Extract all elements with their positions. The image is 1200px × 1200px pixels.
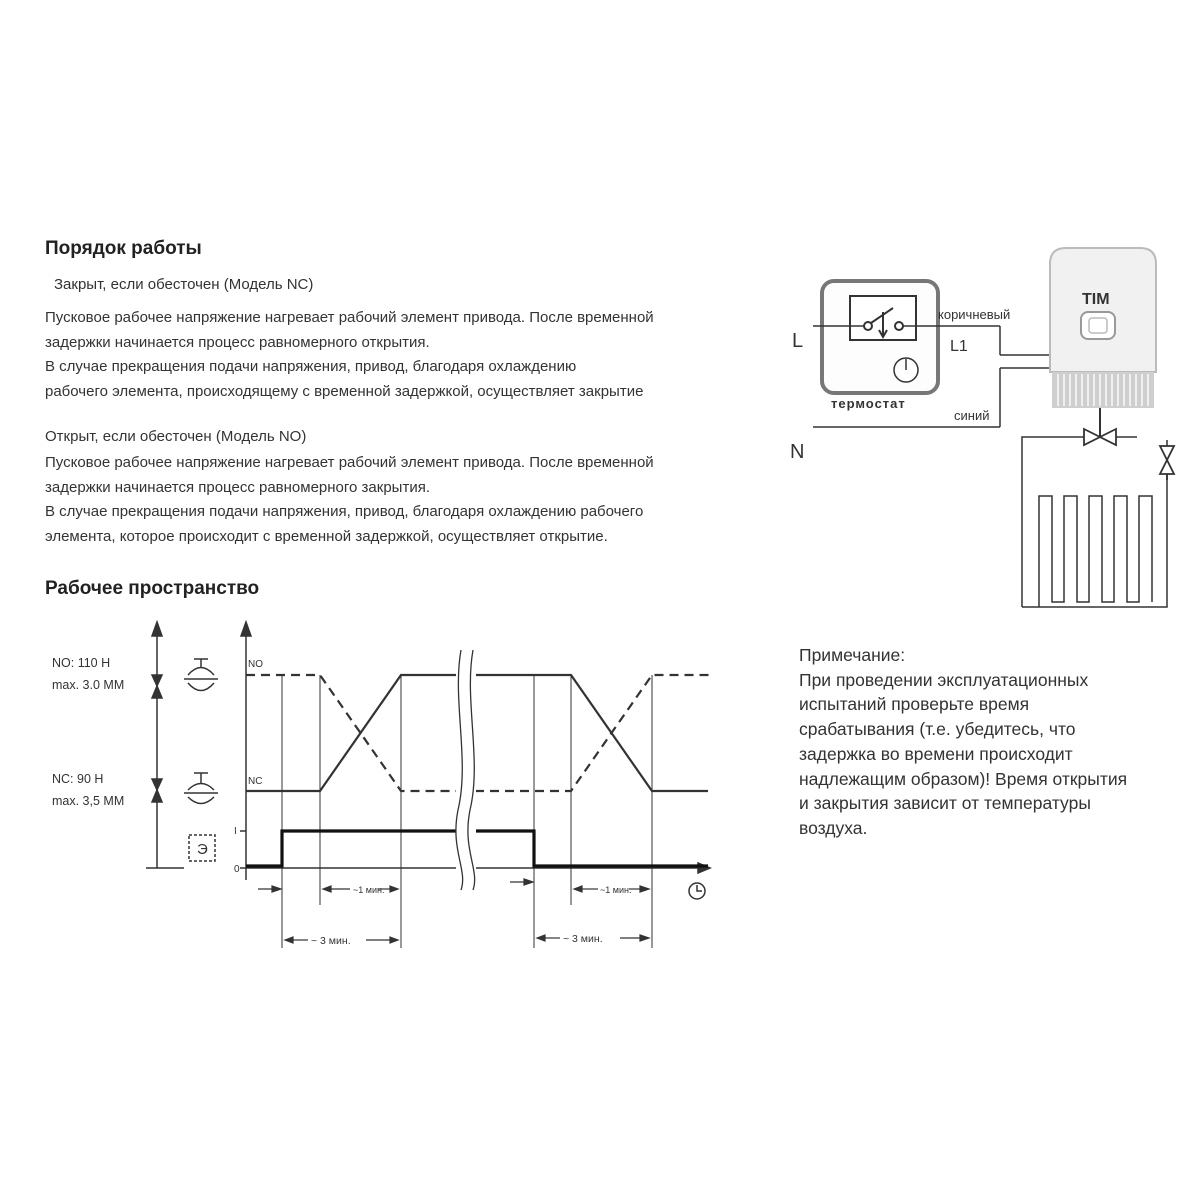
axis-nc-label: NC [248,776,263,787]
no-line-2: задержки начинается процесс равномерного закрытия. [45,478,430,496]
switch-contact-left [864,322,872,330]
valve-vertical-icon [1160,446,1174,480]
nc-line-2: задержки начинается процесс равномерного открытия. [45,333,430,351]
actuator-body [1050,248,1156,372]
nc-stroke-label: max. 3,5 ММ [52,794,125,808]
no-model-heading: Открыт, если обесточен (Модель NO) [45,428,307,445]
one-min-label-b: ~1 мин. [600,885,632,895]
nc-line-4: рабочего элемента, происходящему с временной задержкой, осуществляет закрытие [45,382,644,400]
heating-pipe-loop [1022,437,1167,607]
no-model-description [45,451,654,549]
note-line-7: воздуха. [799,817,868,838]
actuator-base-ribs [1052,372,1154,408]
no-stroke-curve [246,675,712,791]
thermostat-label: термостат [831,396,906,411]
no-line-4: элемента, которое происходит с временной задержкой, осуществляет открытие. [45,527,608,545]
actuator-indicator-icon [1081,312,1115,339]
note-line-3: срабатывания (т.е. убедитесь, что [799,719,1076,740]
note-block [799,643,1127,841]
nc-model-description [45,306,654,404]
nc-line-1: Пусковое рабочее напряжение нагревает рабочий элемент привода. После временной [45,309,654,326]
note-line-4: задержка во времени происходит [799,743,1073,764]
note-line-1: При проведении эксплуатационных [799,669,1089,690]
wiring-diagram [780,240,1200,620]
power-signal [246,831,708,866]
valve-open-icon [184,659,218,691]
nc-model-heading: Закрыт, если обесточен (Модель NC) [54,276,314,293]
note-title: Примечание: [799,645,906,665]
no-line-1: Пусковое рабочее напряжение нагревает рабочий элемент привода. После временной [45,454,654,471]
note-line-6: и закрытия зависит от температуры [799,793,1091,814]
actuator-power-icon [189,835,215,861]
l-terminal-label: L [792,330,804,352]
blue-wire-label: синий [954,408,990,423]
valve-closed-icon [184,773,218,804]
l1-label: L1 [950,338,968,355]
level-zero-label: 0 [234,864,240,875]
note-line-2: испытаний проверьте время [799,694,1030,715]
stroke-axis [146,622,184,868]
level-one-label: I [234,826,237,837]
three-min-label-a: ~ 3 мин. [311,935,351,947]
clock-icon [689,883,705,899]
svg-text:Э: Э [197,841,208,858]
section-title-workspace: Рабочее пространство [45,578,260,599]
one-min-label-a: ~1 мин. [353,885,385,895]
brown-wire-label: коричневый [938,307,1011,322]
no-force-label: NO: 110 Н [52,656,111,670]
switch-contact-right [895,322,903,330]
section-title-operation: Порядок работы [45,238,202,259]
no-line-3: В случае прекращения подачи напряжения, привод, благодаря охлаждению рабочего [45,503,644,521]
no-stroke-label: max. 3.0 ММ [52,678,125,692]
nc-force-label: NC: 90 Н [52,772,104,786]
nc-line-3: В случае прекращения подачи напряжения, привод, благодаря охлаждению [45,358,577,376]
timing-diagram [40,600,760,960]
n-terminal-label: N [790,441,805,463]
three-min-label-b: ~ 3 мин. [563,933,603,945]
note-line-5: надлежащим образом)! Время открытия [799,768,1128,789]
actuator-brand: TIM [1082,291,1110,308]
axis-no-label: NO [248,659,263,670]
